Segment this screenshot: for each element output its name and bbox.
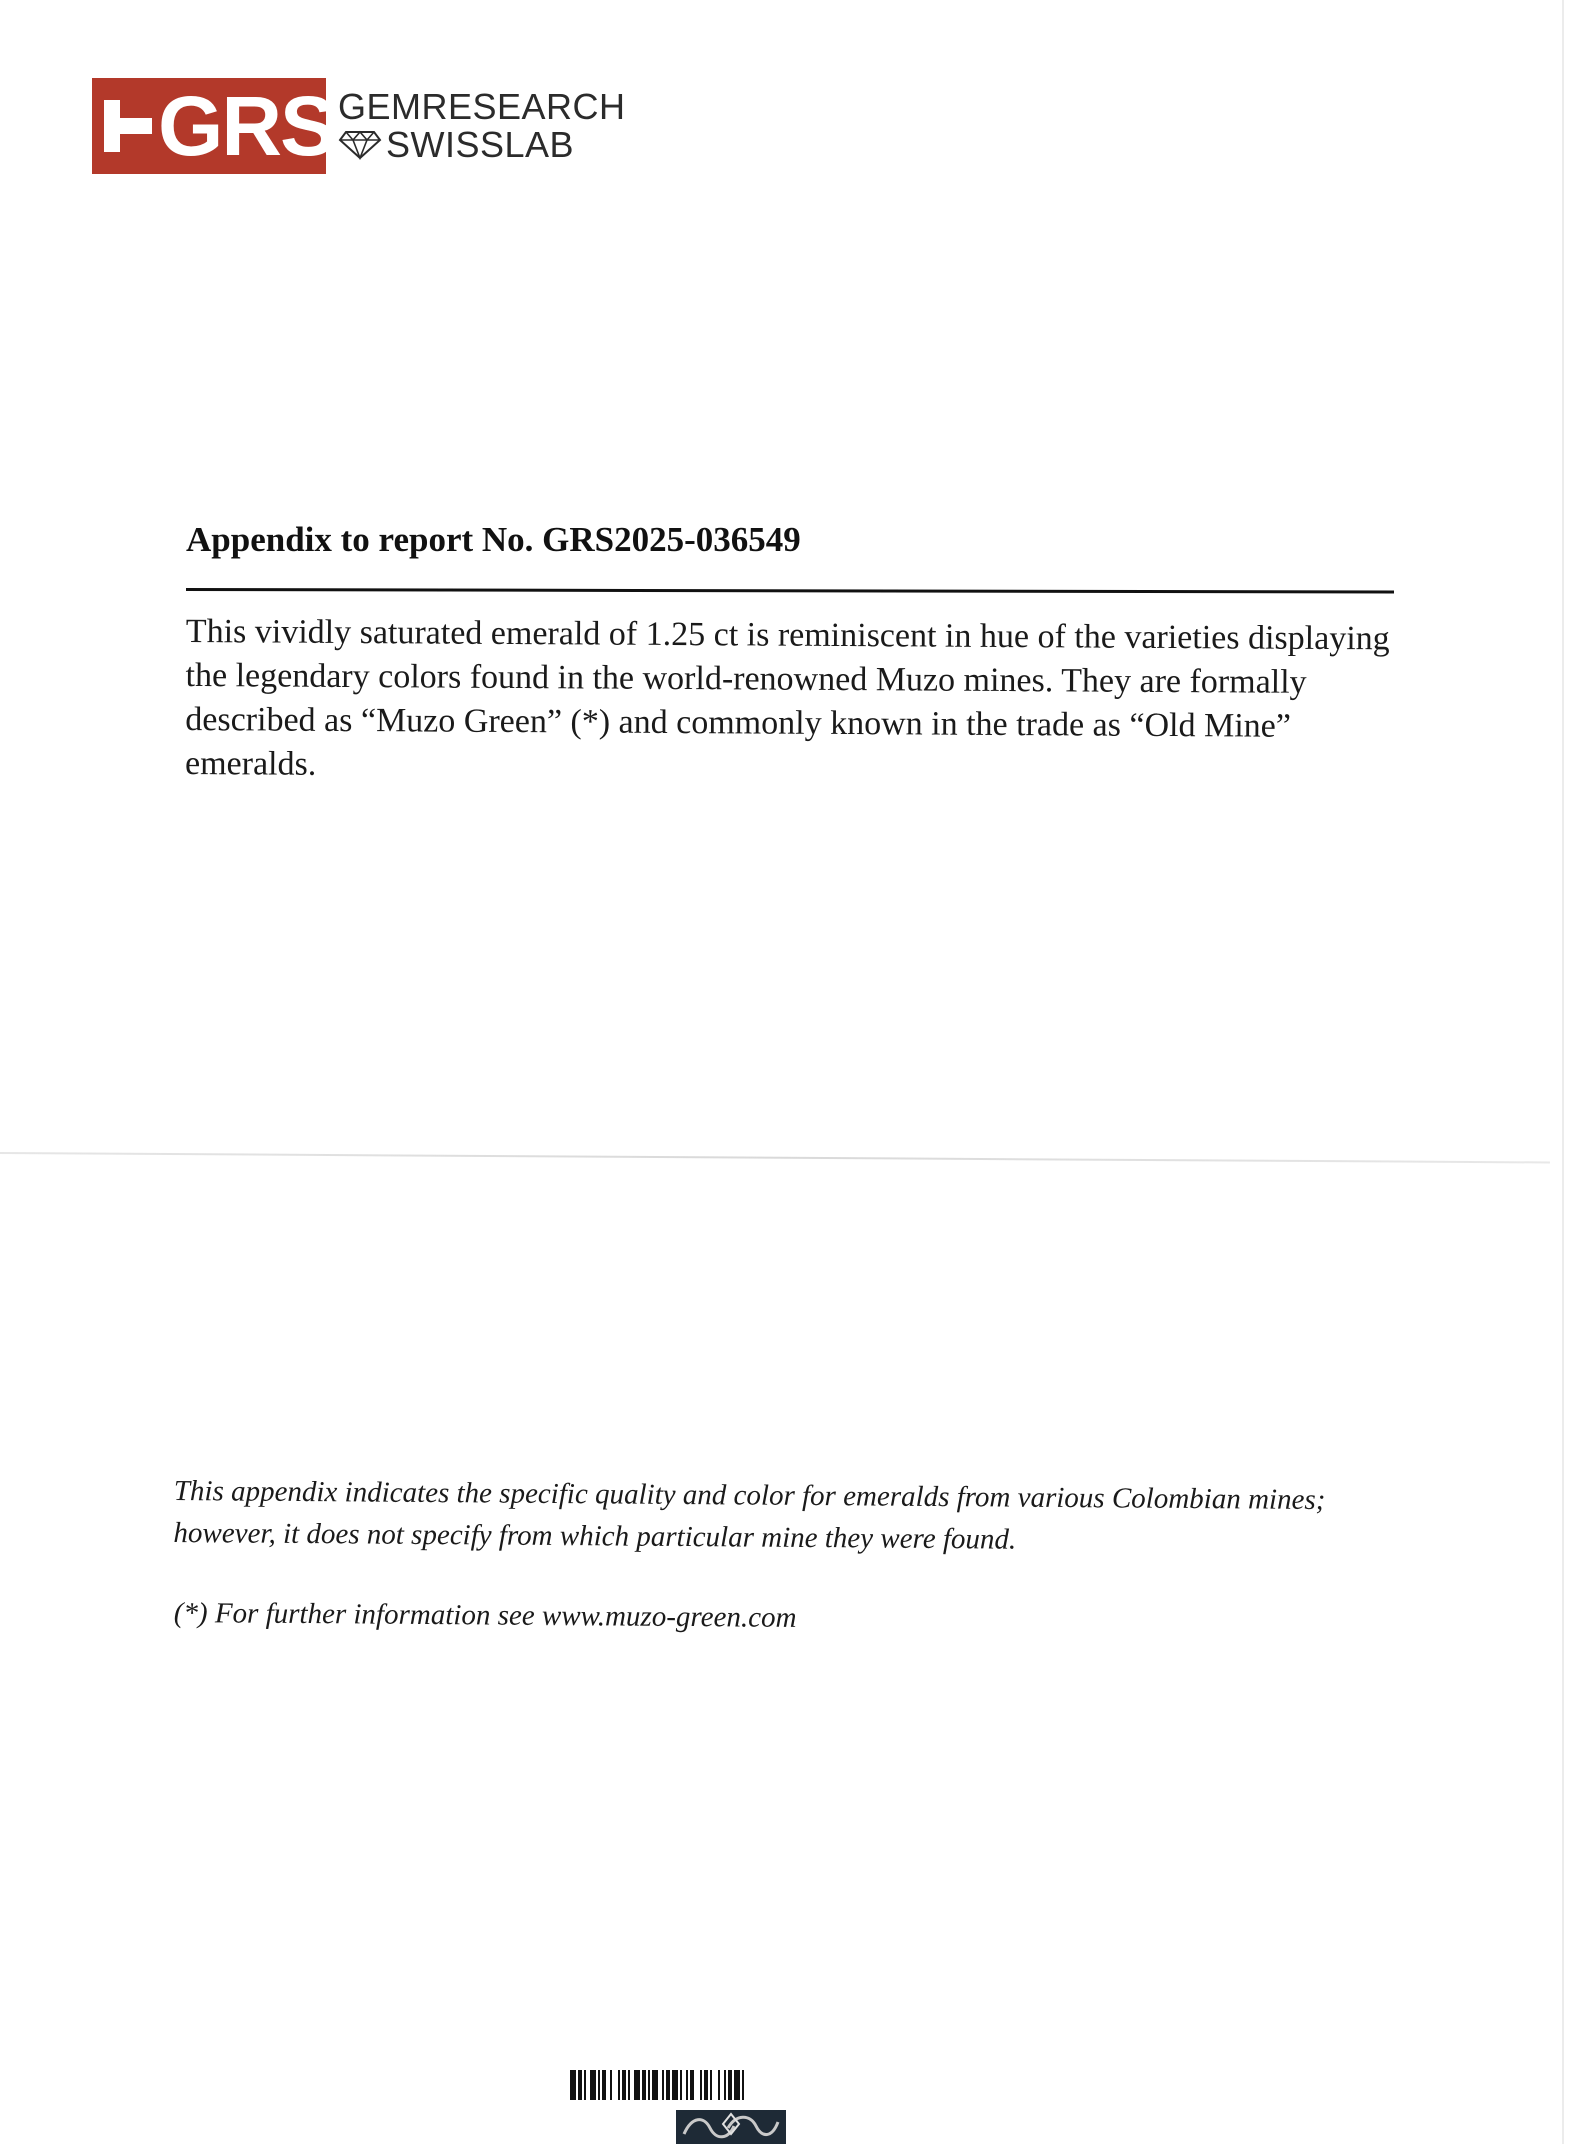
logo-line-2-row: [338, 126, 626, 164]
logo-line-2: SWISSLAB: [386, 124, 575, 165]
diamond-icon: [338, 130, 382, 160]
appendix-title: Appendix to report No. GRS2025-036549: [186, 520, 801, 559]
logo-line-1: GEMRESEARCH: [338, 86, 626, 127]
security-seal-icon: [676, 2110, 786, 2144]
swiss-cross-icon: [100, 100, 152, 152]
logo-red-box: [92, 78, 335, 174]
logo-letters: GRS: [158, 79, 335, 173]
grs-logo: [92, 78, 626, 174]
logo-wordmark: [338, 88, 626, 164]
reference-note: (*) For further information see www.muzo-green.com: [173, 1596, 797, 1634]
appendix-body: This vividly saturated emerald of 1.25 ct is reminiscent in hue of the varieties displaying the legendary colors found in the world-renowned Muzo mines. They are formally described as “Muzo Green” (*) and commonly known in the trade as “Old Mine” emeralds.: [184, 612, 1390, 783]
barcode-icon: [570, 2070, 896, 2100]
quality-note: This appendix indicates the specific quality and color for emeralds from various Colombian mines; however, it does not specify from which particular mine they were found.: [173, 1474, 1326, 1556]
